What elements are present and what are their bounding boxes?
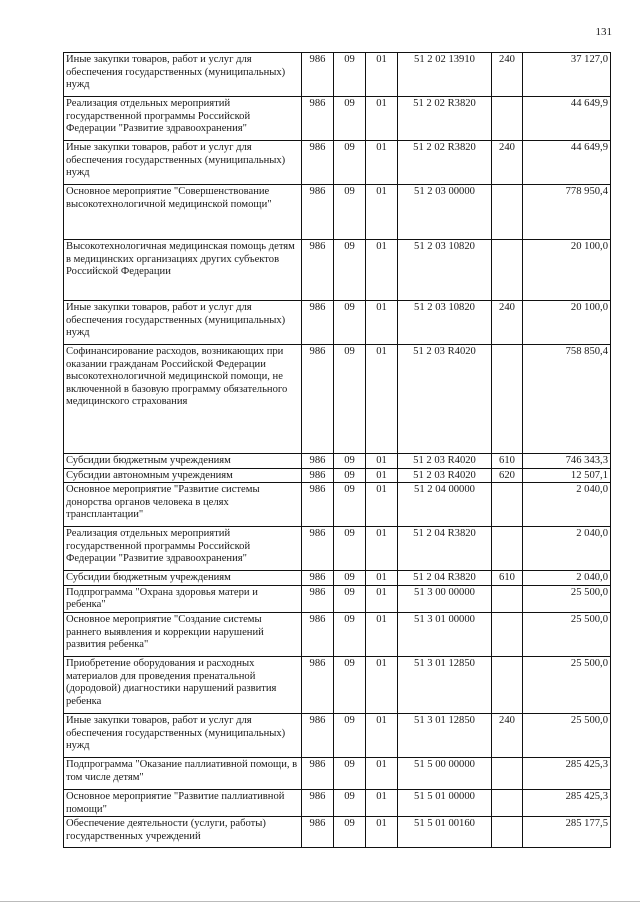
row-target-code: 51 2 04 00000 <box>398 483 492 527</box>
row-name: Субсидии бюджетным учреждениям <box>64 454 302 469</box>
row-section-code: 09 <box>334 571 366 586</box>
row-section-code: 09 <box>334 713 366 757</box>
row-expense-type-code <box>492 185 523 240</box>
table-row <box>64 141 611 185</box>
row-amount: 37 127,0 <box>523 53 611 97</box>
row-section-code: 09 <box>334 454 366 469</box>
row-name: Иные закупки товаров, работ и услуг для обеспечения государственных (муниципальных) нужд <box>64 301 302 345</box>
row-ministry-code: 986 <box>302 240 334 301</box>
row-section-code: 09 <box>334 585 366 612</box>
budget-table-body <box>64 53 611 848</box>
row-amount: 2 040,0 <box>523 571 611 586</box>
row-expense-type-code: 610 <box>492 571 523 586</box>
row-expense-type-code <box>492 656 523 713</box>
row-ministry-code: 986 <box>302 757 334 789</box>
row-subsection-code: 01 <box>366 454 398 469</box>
row-amount: 2 040,0 <box>523 483 611 527</box>
row-target-code: 51 2 02 13910 <box>398 53 492 97</box>
row-expense-type-code <box>492 757 523 789</box>
row-target-code: 51 2 03 10820 <box>398 301 492 345</box>
row-subsection-code: 01 <box>366 240 398 301</box>
row-ministry-code: 986 <box>302 483 334 527</box>
row-name: Основное мероприятие "Развитие системы донорства органов человека в целях трансплантации" <box>64 483 302 527</box>
row-section-code: 09 <box>334 345 366 454</box>
row-amount: 25 500,0 <box>523 585 611 612</box>
table-row <box>64 240 611 301</box>
row-subsection-code: 01 <box>366 185 398 240</box>
table-row <box>64 571 611 586</box>
budget-table <box>63 52 611 848</box>
row-section-code: 09 <box>334 141 366 185</box>
row-target-code: 51 2 02 R3820 <box>398 141 492 185</box>
row-expense-type-code: 240 <box>492 141 523 185</box>
table-row <box>64 53 611 97</box>
table-row <box>64 757 611 789</box>
table-row <box>64 97 611 141</box>
table-row <box>64 185 611 240</box>
row-section-code: 09 <box>334 185 366 240</box>
row-expense-type-code <box>492 345 523 454</box>
table-row <box>64 301 611 345</box>
row-target-code: 51 3 01 00000 <box>398 612 492 656</box>
row-amount: 285 425,3 <box>523 757 611 789</box>
table-row <box>64 454 611 469</box>
row-subsection-code: 01 <box>366 345 398 454</box>
row-ministry-code: 986 <box>302 527 334 571</box>
row-amount: 25 500,0 <box>523 656 611 713</box>
row-amount: 44 649,9 <box>523 97 611 141</box>
row-subsection-code: 01 <box>366 483 398 527</box>
table-row <box>64 483 611 527</box>
row-amount: 285 177,5 <box>523 817 611 848</box>
row-expense-type-code <box>492 527 523 571</box>
row-section-code: 09 <box>334 789 366 816</box>
row-name: Субсидии автономным учреждениям <box>64 468 302 483</box>
row-ministry-code: 986 <box>302 454 334 469</box>
row-target-code: 51 2 03 R4020 <box>398 345 492 454</box>
row-name: Основное мероприятие "Создание системы раннего выявления и коррекции нарушений развития ребенка" <box>64 612 302 656</box>
row-amount: 285 425,3 <box>523 789 611 816</box>
row-ministry-code: 986 <box>302 468 334 483</box>
row-target-code: 51 3 01 12850 <box>398 713 492 757</box>
row-section-code: 09 <box>334 301 366 345</box>
row-amount: 44 649,9 <box>523 141 611 185</box>
table-row <box>64 656 611 713</box>
row-ministry-code: 986 <box>302 656 334 713</box>
row-ministry-code: 986 <box>302 345 334 454</box>
row-amount: 758 850,4 <box>523 345 611 454</box>
row-section-code: 09 <box>334 483 366 527</box>
row-ministry-code: 986 <box>302 185 334 240</box>
row-target-code: 51 5 01 00160 <box>398 817 492 848</box>
row-amount: 20 100,0 <box>523 240 611 301</box>
row-target-code: 51 5 00 00000 <box>398 757 492 789</box>
row-expense-type-code: 240 <box>492 301 523 345</box>
table-row <box>64 713 611 757</box>
row-expense-type-code: 240 <box>492 53 523 97</box>
row-subsection-code: 01 <box>366 612 398 656</box>
table-row <box>64 468 611 483</box>
row-expense-type-code <box>492 817 523 848</box>
row-subsection-code: 01 <box>366 301 398 345</box>
row-name: Софинансирование расходов, возникающих при оказании гражданам Российской Федерации высокотехнологичной медицинской помощи, не включенной в базовую программу обязательного медицинского страхования <box>64 345 302 454</box>
row-section-code: 09 <box>334 53 366 97</box>
row-target-code: 51 5 01 00000 <box>398 789 492 816</box>
table-row <box>64 585 611 612</box>
row-name: Приобретение оборудования и расходных материалов для проведения пренатальной (дородовой) диагностики нарушений развития ребенка <box>64 656 302 713</box>
row-amount: 746 343,3 <box>523 454 611 469</box>
row-name: Обеспечение деятельности (услуги, работы) государственных учреждений <box>64 817 302 848</box>
row-expense-type-code: 610 <box>492 454 523 469</box>
row-name: Основное мероприятие "Развитие паллиативной помощи" <box>64 789 302 816</box>
row-ministry-code: 986 <box>302 817 334 848</box>
row-name: Высокотехнологичная медицинская помощь детям в медицинских организациях других субъектов Российской Федерации <box>64 240 302 301</box>
row-expense-type-code <box>492 612 523 656</box>
row-ministry-code: 986 <box>302 713 334 757</box>
row-section-code: 09 <box>334 527 366 571</box>
table-row <box>64 612 611 656</box>
row-section-code: 09 <box>334 240 366 301</box>
row-subsection-code: 01 <box>366 713 398 757</box>
row-subsection-code: 01 <box>366 757 398 789</box>
row-target-code: 51 2 03 R4020 <box>398 468 492 483</box>
row-expense-type-code <box>492 240 523 301</box>
row-ministry-code: 986 <box>302 97 334 141</box>
row-target-code: 51 2 03 10820 <box>398 240 492 301</box>
row-section-code: 09 <box>334 612 366 656</box>
row-section-code: 09 <box>334 97 366 141</box>
row-ministry-code: 986 <box>302 585 334 612</box>
row-subsection-code: 01 <box>366 571 398 586</box>
row-name: Реализация отдельных мероприятий государственной программы Российской Федерации "Развитие здравоохранения" <box>64 527 302 571</box>
row-expense-type-code <box>492 483 523 527</box>
row-name: Иные закупки товаров, работ и услуг для обеспечения государственных (муниципальных) нужд <box>64 141 302 185</box>
row-amount: 25 500,0 <box>523 612 611 656</box>
row-name: Основное мероприятие "Совершенствование высокотехнологичной медицинской помощи" <box>64 185 302 240</box>
row-target-code: 51 3 01 12850 <box>398 656 492 713</box>
row-name: Подпрограмма "Оказание паллиативной помощи, в том числе детям" <box>64 757 302 789</box>
row-amount: 778 950,4 <box>523 185 611 240</box>
row-expense-type-code <box>492 97 523 141</box>
row-section-code: 09 <box>334 817 366 848</box>
table-row <box>64 817 611 848</box>
row-name: Реализация отдельных мероприятий государственной программы Российской Федерации "Развитие здравоохранения" <box>64 97 302 141</box>
row-section-code: 09 <box>334 468 366 483</box>
row-subsection-code: 01 <box>366 789 398 816</box>
row-target-code: 51 2 03 00000 <box>398 185 492 240</box>
row-expense-type-code <box>492 585 523 612</box>
row-name: Иные закупки товаров, работ и услуг для обеспечения государственных (муниципальных) нужд <box>64 53 302 97</box>
row-ministry-code: 986 <box>302 612 334 656</box>
row-ministry-code: 986 <box>302 789 334 816</box>
row-subsection-code: 01 <box>366 141 398 185</box>
row-subsection-code: 01 <box>366 527 398 571</box>
row-target-code: 51 2 04 R3820 <box>398 527 492 571</box>
row-amount: 12 507,1 <box>523 468 611 483</box>
row-subsection-code: 01 <box>366 53 398 97</box>
row-target-code: 51 2 03 R4020 <box>398 454 492 469</box>
table-row <box>64 789 611 816</box>
row-target-code: 51 3 00 00000 <box>398 585 492 612</box>
row-name: Субсидии бюджетным учреждениям <box>64 571 302 586</box>
row-section-code: 09 <box>334 656 366 713</box>
row-section-code: 09 <box>334 757 366 789</box>
row-subsection-code: 01 <box>366 656 398 713</box>
row-target-code: 51 2 04 R3820 <box>398 571 492 586</box>
table-row <box>64 527 611 571</box>
row-subsection-code: 01 <box>366 97 398 141</box>
row-subsection-code: 01 <box>366 585 398 612</box>
row-ministry-code: 986 <box>302 571 334 586</box>
row-expense-type-code <box>492 789 523 816</box>
row-name: Подпрограмма "Охрана здоровья матери и ребенка" <box>64 585 302 612</box>
row-expense-type-code: 240 <box>492 713 523 757</box>
row-expense-type-code: 620 <box>492 468 523 483</box>
page-bottom-edge <box>0 901 640 902</box>
row-subsection-code: 01 <box>366 468 398 483</box>
table-row <box>64 345 611 454</box>
row-ministry-code: 986 <box>302 141 334 185</box>
row-amount: 20 100,0 <box>523 301 611 345</box>
row-amount: 25 500,0 <box>523 713 611 757</box>
row-ministry-code: 986 <box>302 53 334 97</box>
row-ministry-code: 986 <box>302 301 334 345</box>
row-name: Иные закупки товаров, работ и услуг для обеспечения государственных (муниципальных) нужд <box>64 713 302 757</box>
row-subsection-code: 01 <box>366 817 398 848</box>
row-target-code: 51 2 02 R3820 <box>398 97 492 141</box>
page-number: 131 <box>595 26 612 38</box>
row-amount: 2 040,0 <box>523 527 611 571</box>
